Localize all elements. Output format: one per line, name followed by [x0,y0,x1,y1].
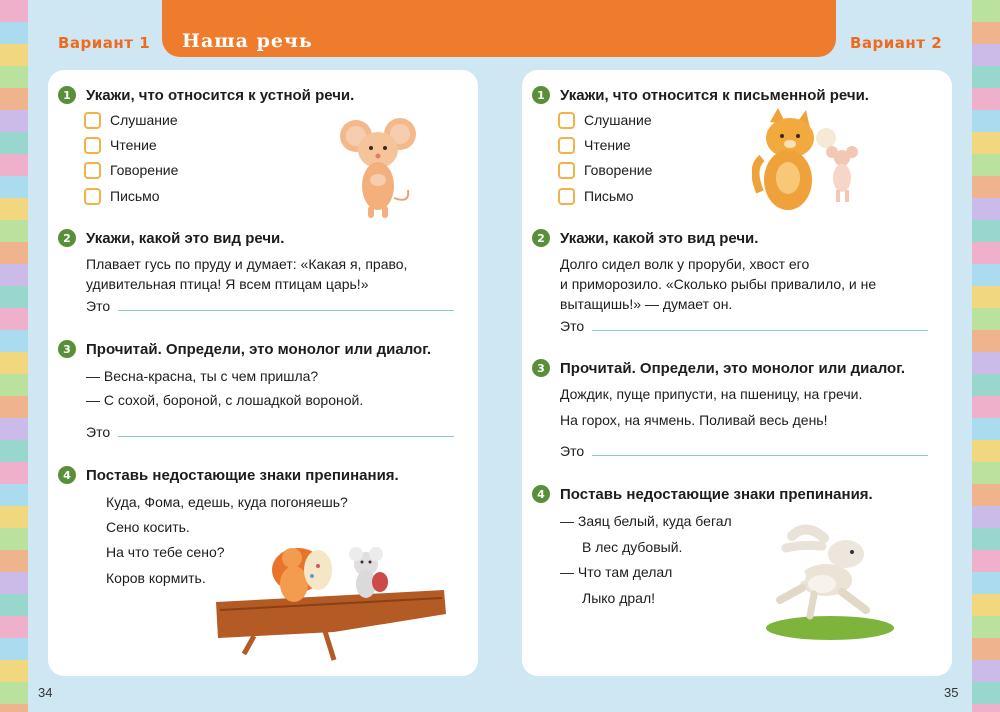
stripe-segment [0,638,28,660]
stripe-segment [0,374,28,396]
option-reading[interactable] [84,135,157,155]
stripe-segment [972,286,1000,308]
option-label: Письмо [584,188,634,204]
stripe-segment [972,110,1000,132]
stripe-segment [0,462,28,484]
stripe-segment [972,638,1000,660]
text-line: Куда, Фома, едешь, куда погоняешь? [106,494,348,510]
mouse-illustration [338,108,418,220]
stripe-segment [972,462,1000,484]
stripe-segment [0,506,28,528]
stripe-segment [972,0,1000,22]
text-line: — Что там делал [560,564,673,580]
task-number-badge: 3 [532,359,550,377]
stripe-segment [972,22,1000,44]
stripe-segment [0,220,28,242]
text-line: Дождик, пуще припусти, на пшеницу, на гречи. [560,386,863,402]
stripe-segment [0,396,28,418]
option-label: Чтение [110,137,157,153]
stripe-segment [972,66,1000,88]
variant-1-label: Вариант 1 [58,34,151,52]
task-4 [58,464,464,486]
task-text-line: Плавает гусь по пруду и думает: «Какая я, право, [86,256,408,272]
task-question: Укажи, что относится к устной речи. [86,86,355,104]
stripe-segment [0,286,28,308]
stripe-segment [972,88,1000,110]
option-speaking[interactable] [84,160,178,180]
task-question: Укажи, какой это вид речи. [86,229,285,247]
stripe-segment [972,440,1000,462]
checkbox[interactable] [84,112,101,129]
page-title: Наша речь [182,30,313,52]
task-text-line: и приморозило. «Сколько рыбы привалило, и не [560,276,877,292]
stripe-segment [972,682,1000,704]
option-writing[interactable] [84,186,160,206]
option-label: Письмо [110,188,160,204]
stripe-segment [0,154,28,176]
stripe-segment [972,506,1000,528]
stripe-segment [0,418,28,440]
stripe-segment [972,352,1000,374]
stripe-segment [972,418,1000,440]
task-question: Укажи, что относится к письменной речи. [560,86,869,104]
stripe-segment [972,616,1000,638]
stripe-segment [972,374,1000,396]
answer-label: Это [86,424,111,440]
stripe-segment [0,22,28,44]
dialog-line: — Весна-красна, ты с чем пришла? [86,368,319,384]
stripe-segment [972,572,1000,594]
answer-line[interactable] [118,310,454,311]
answer-field[interactable] [86,298,454,314]
variant-2-panel [522,70,952,676]
text-line: — Заяц белый, куда бегал [560,513,732,529]
task-3 [58,338,464,360]
option-label: Слушание [110,112,178,128]
stripe-segment [972,594,1000,616]
checkbox[interactable] [84,162,101,179]
stripe-segment [0,484,28,506]
stripe-segment [0,572,28,594]
stripe-segment [972,396,1000,418]
stripe-segment [972,264,1000,286]
stripe-segment [972,154,1000,176]
stripe-segment [0,198,28,220]
task-number-badge: 4 [58,466,76,484]
stripe-segment [972,242,1000,264]
stripe-segment [0,264,28,286]
checkbox[interactable] [558,162,575,179]
checkbox[interactable] [558,188,575,205]
variant-2-label: Вариант 2 [850,34,943,52]
stripe-segment [972,44,1000,66]
stripe-segment [0,176,28,198]
task-number-badge: 2 [532,229,550,247]
stripe-segment [0,352,28,374]
task-number-badge: 1 [532,86,550,104]
option-writing[interactable] [558,186,634,206]
task-text-line: удивительная птица! Я всем птицам царь!» [86,276,369,292]
checkbox[interactable] [84,137,101,154]
stripe-segment [0,440,28,462]
stripe-segment [972,176,1000,198]
stripe-segment [0,242,28,264]
option-speaking[interactable] [558,160,652,180]
left-decorative-stripe [0,0,28,712]
task-question: Поставь недостающие знаки препинания. [86,466,399,484]
text-line: На горох, на ячмень. Поливай весь день! [560,412,828,428]
option-listening[interactable] [84,110,178,130]
task-2 [532,227,938,249]
hare-illustration [762,522,896,642]
checkbox[interactable] [558,112,575,129]
stripe-segment [0,682,28,704]
option-label: Говорение [584,162,653,178]
stripe-segment [972,484,1000,506]
cat-mouse-illustration [752,108,872,220]
stripe-segment [0,0,28,22]
page-number-left: 34 [38,685,53,700]
stripe-segment [0,308,28,330]
dialog-line: — С сохой, бороной, с лошадкой вороной. [86,392,364,408]
task-text-line: Долго сидел волк у проруби, хвост его [560,256,810,272]
answer-line[interactable] [592,455,928,456]
stripe-segment [972,704,1000,712]
stripe-segment [0,594,28,616]
task-question: Прочитай. Определи, это монолог или диалог. [560,359,906,377]
stripe-segment [0,110,28,132]
stripe-segment [0,132,28,154]
checkbox[interactable] [84,188,101,205]
stripe-segment [972,198,1000,220]
task-question: Поставь недостающие знаки препинания. [560,485,873,503]
stripe-segment [0,88,28,110]
task-number-badge: 4 [532,485,550,503]
stripe-segment [0,528,28,550]
stripe-segment [0,66,28,88]
squirrel-mouse-branch-illustration [214,540,450,664]
stripe-segment [972,550,1000,572]
checkbox[interactable] [558,137,575,154]
stripe-segment [0,616,28,638]
task-number-badge: 3 [58,340,76,358]
stripe-segment [972,330,1000,352]
text-line: Лыко драл! [582,590,656,606]
task-question: Прочитай. Определи, это монолог или диалог. [86,340,432,358]
stripe-segment [972,528,1000,550]
option-listening[interactable] [558,110,652,130]
answer-field[interactable] [86,424,454,440]
task-1 [532,84,938,106]
text-line: В лес дубовый. [582,539,683,555]
stripe-segment [972,660,1000,682]
answer-label: Это [86,298,111,314]
page-number-right: 35 [944,685,959,700]
task-number-badge: 1 [58,86,76,104]
answer-line[interactable] [118,436,454,437]
option-label: Чтение [584,137,631,153]
stripe-segment [0,550,28,572]
answer-line[interactable] [592,330,928,331]
task-1 [58,84,464,106]
task-number-badge: 2 [58,229,76,247]
right-decorative-stripe [972,0,1000,712]
answer-field[interactable] [560,443,928,459]
task-question: Укажи, какой это вид речи. [560,229,759,247]
stripe-segment [0,704,28,712]
stripe-segment [972,132,1000,154]
option-label: Слушание [584,112,652,128]
answer-label: Это [560,318,585,334]
task-4 [532,483,938,505]
text-line: Коров кормить. [106,570,206,586]
answer-label: Это [560,443,585,459]
answer-field[interactable] [560,318,928,334]
stripe-segment [0,660,28,682]
task-3 [532,357,938,379]
stripe-segment [0,330,28,352]
stripe-segment [972,220,1000,242]
task-2 [58,227,464,249]
stripe-segment [0,44,28,66]
option-label: Говорение [110,162,179,178]
option-reading[interactable] [558,135,631,155]
variant-1-panel [48,70,478,676]
stripe-segment [972,308,1000,330]
text-line: Сено косить. [106,519,190,535]
text-line: На что тебе сено? [106,544,225,560]
task-text-line: вытащишь!» — думает он. [560,296,733,312]
